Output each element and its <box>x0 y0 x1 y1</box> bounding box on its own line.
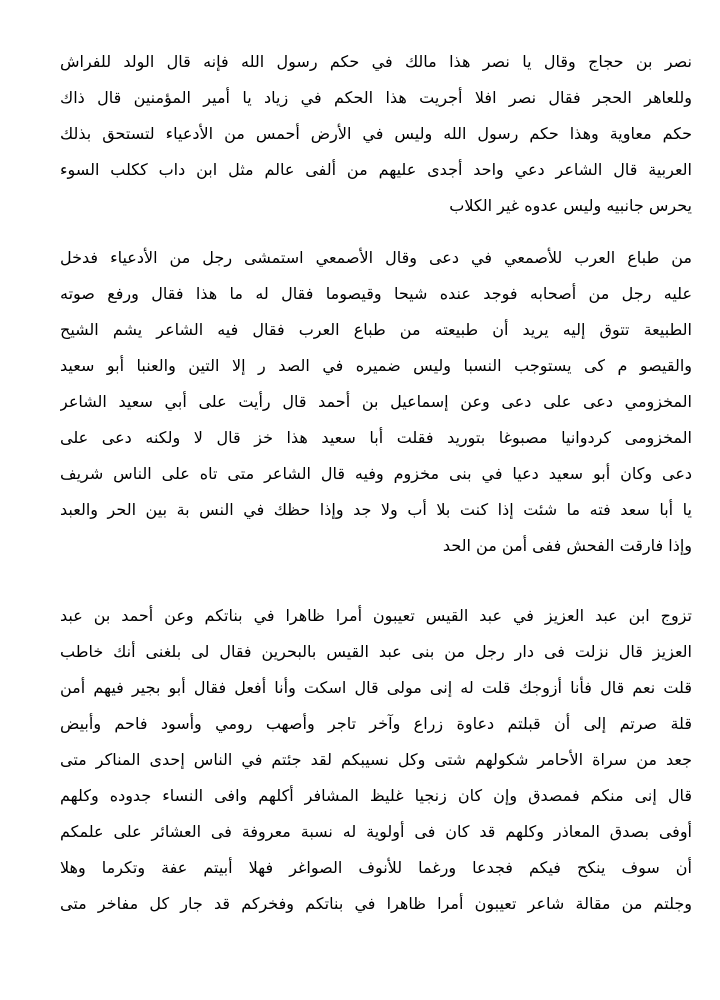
text-line: المخزومي دعى على دعى وعن إسماعيل بن أحمد قال رأيت على أبي سعيد الشاعر <box>60 392 692 411</box>
text-line: حكم معاوية وهذا حكم رسول الله وليس في الأرض أحمس من الأدعياء لتستحق بذلك <box>60 124 692 143</box>
paragraph-1 <box>60 44 692 224</box>
text-line: العربية قال الشاعر دعي واحد أجدى عليهم من ألفى عالم مثل ابن داب ككلب السوء <box>60 160 692 179</box>
text-line: والقيصو م كى يستوجب النسبا وليس ضميره في الصد ر إلا التين والعنبا أبو سعيد <box>60 356 692 375</box>
text-line: دعى وكان أبو سعيد دعيا في بنى مخزوم وفيه قال الشاعر متى تاه على الناس شريف <box>60 464 692 483</box>
paragraph-2 <box>60 240 692 564</box>
text-line: وللعاهر الحجر فقال نصر افلا أجريت هذا الحكم في زياد يا أمير المؤمنين قال ذاك <box>60 88 692 107</box>
text-line: الطبيعة تتوق إليه يريد أن طبيعته من طباع العرب فقال فيه الشاعر يشم الشيح <box>60 320 692 339</box>
text-line: أن سوف ينكح فيكم فجدعا ورغما للأنوف الصواغر فهلا أبيتم عفة وتكرما وهلا <box>60 858 692 877</box>
text-line: وجلتم من مقالة شاعر تعيبون أمرا ظاهرا في بناتكم وفخركم قد جار كل مفاخر متى <box>60 894 692 913</box>
text-line: عليه رجل من أصحابه فوجد عنده شيحا وقيصوما فقال له ما هذا فقال ورفع صوته <box>60 284 692 303</box>
text-line: يا أبا سعد فته ما شئت إذا كنت بلا أب ولا جد وإذا حظك في النس بة بين الحر والعبد <box>60 500 692 519</box>
text-line: قلت نعم قال فأنا أزوجك قلت له إنى مولى قال اسكت وأنا أفعل فقال أبو بجير فيهم أمن <box>60 678 692 697</box>
text-line: نصر بن حجاج وقال يا نصر هذا مالك في حكم رسول الله فإنه قال الولد للفراش <box>60 52 692 71</box>
text-line: يحرس جانبيه وليس عدوه غير الكلاب <box>449 196 692 215</box>
text-line: قلة صرتم إلى أن قبلتم دعاوة زراع وآخر تاجر وأصهب رومي وأسود فاحم وأبيض <box>60 714 692 733</box>
text-line: جعد من سراة الأحامر شكولهم شتى وكل نسيبكم لقد جئتم في الناس إحدى المناكر متى <box>60 750 692 769</box>
text-line: أوفى بصدق المعاذر وكلهم قد كان فى أولوية له نسبة معروفة فى العشائر على علمكم <box>60 822 692 841</box>
text-line: المخزومى كردوانيا مصبوغا بتوريد فقلت أبا سعيد هذا خز قال لا ولكنه دعى على <box>60 428 692 447</box>
text-line: قال إنى منكم فمصدق وإن كان زنجيا غليظ المشافر أكلهم وافى النساء جدوده وكلهم <box>60 786 692 805</box>
text-line: العزيز قال نزلت فى دار رجل من بنى عبد القيس بالبحرين فقال لى بلغنى أنك خاطب <box>60 642 692 661</box>
paragraph-3 <box>60 598 692 922</box>
text-line: تزوج ابن عبد العزيز في عبد القيس تعيبون أمرا ظاهرا في بناتكم وعن أحمد بن عبد <box>60 606 692 625</box>
text-line: من طباع العرب للأصمعي في دعى وقال الأصمعي استمشى رجل من الأدعياء فدخل <box>60 248 692 267</box>
text-line: وإذا فارقت الفحش ففى أمن من الحد <box>442 536 692 555</box>
